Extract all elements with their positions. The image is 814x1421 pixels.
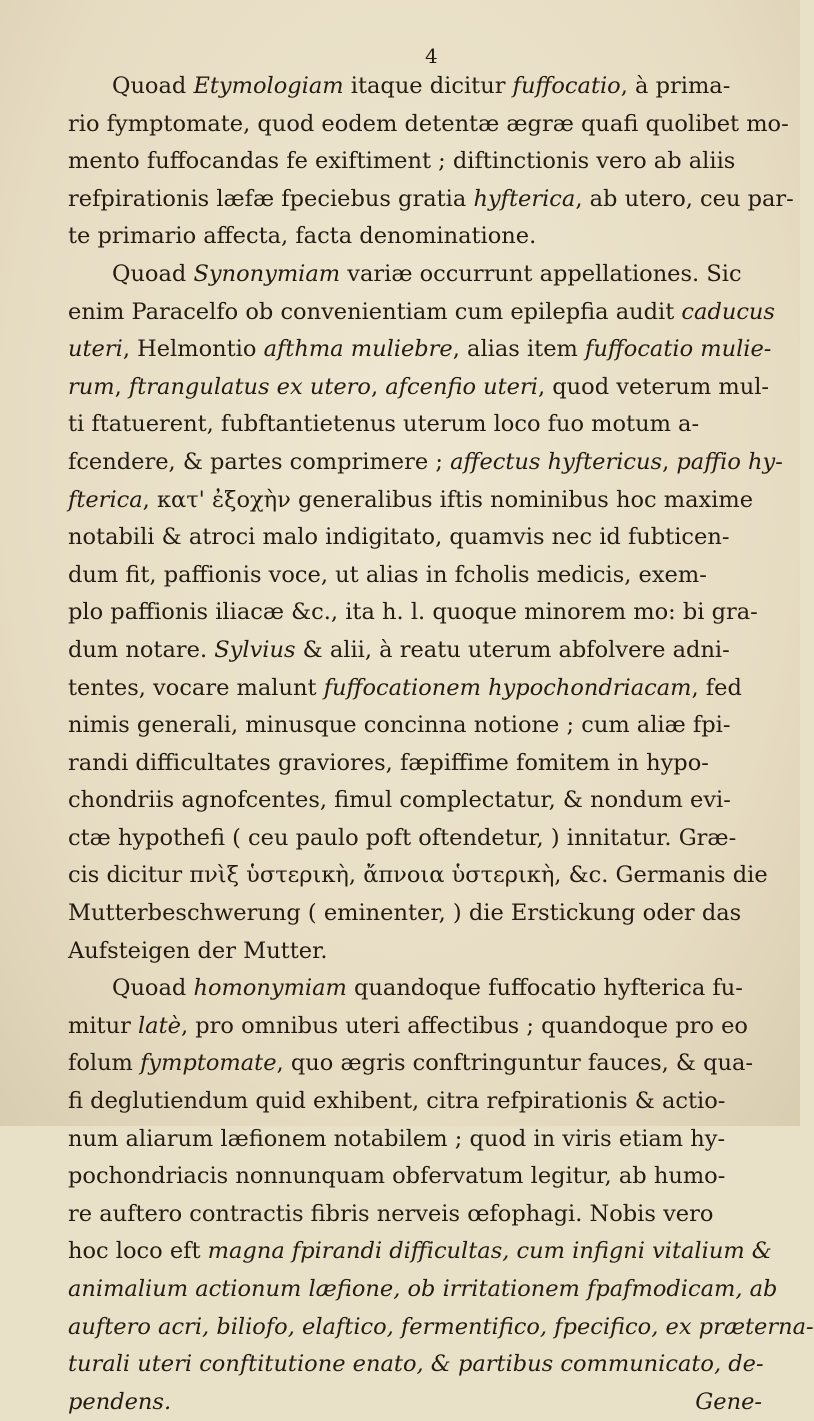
text: Quoad	[112, 260, 194, 287]
text-line	[68, 1384, 762, 1421]
text-line	[68, 444, 783, 482]
italic-text: hyfterica	[473, 185, 576, 212]
text: pochondriacis nonnunquam obfervatum legitur, ab humo-	[68, 1163, 726, 1190]
text-line	[68, 68, 762, 106]
italic-text: rum	[68, 373, 115, 400]
text-line	[68, 406, 762, 444]
italic-text: pendens.	[68, 1388, 172, 1415]
text: hoc loco eft	[68, 1238, 208, 1265]
text-line	[68, 1309, 814, 1347]
text: fcendere, & partes comprimere ;	[68, 448, 451, 475]
text-line	[68, 1233, 772, 1271]
italic-text: Synonymiam	[193, 260, 341, 287]
text: itaque dicitur	[343, 73, 513, 99]
text-body	[68, 68, 814, 1421]
text: rio fymptomate, quod eodem detentæ ægræ quafi quolibet mo-	[68, 110, 789, 137]
text-line	[68, 181, 794, 219]
text: mento fuffocandas fe exiftiment ; diftinctionis vero ab aliis	[68, 148, 736, 175]
italic-text: paffio hy-	[676, 448, 783, 475]
text-line	[68, 594, 762, 632]
italic-text: magna fpirandi difficultas, cum infigni vitalium &	[207, 1238, 772, 1265]
italic-text: homonymiam	[193, 975, 347, 1002]
italic-text: caducus	[681, 298, 775, 325]
text: Mutterbeschwerung ( eminenter, ) die Erstickung oder das	[68, 900, 742, 927]
text: , ab utero, ceu par-	[575, 185, 794, 212]
text: , κατ' ἐξοχὴν generalibus iftis nominibus hoc maxime	[142, 486, 754, 513]
text: , à prima-	[620, 73, 731, 99]
text-line	[68, 632, 762, 670]
text: num aliarum læfionem notabilem ; quod in viris etiam hy-	[68, 1125, 726, 1152]
text-line	[68, 670, 762, 708]
text: , fed	[691, 674, 742, 701]
text: , quod veterum mul-	[537, 373, 769, 400]
italic-text: turali uteri conftitutione enato, & partibus communicato, de-	[68, 1351, 764, 1378]
text-line	[68, 256, 762, 294]
text: plo paffionis iliacæ &c., ita h. l. quoque minorem mo: bi gra-	[68, 599, 758, 626]
text: cis dicitur πνὶξ ὑστερικὴ, ἄπνοια ὑστερικὴ, &c. Germanis die	[68, 862, 768, 889]
italic-text: affectus hyftericus	[450, 448, 663, 475]
text: dum notare.	[68, 636, 215, 663]
text-line	[68, 970, 762, 1008]
text-line	[68, 933, 762, 971]
text-line	[68, 782, 762, 820]
text: , quo ægris conftringuntur fauces, & qua-	[276, 1050, 754, 1077]
italic-text: fymptomate	[140, 1050, 277, 1077]
text-line	[68, 857, 768, 895]
italic-text: animalium actionum læfione, ob irritationem fpafmodicam, ab	[68, 1276, 778, 1302]
text-line	[68, 106, 789, 144]
text: Quoad	[112, 975, 194, 1002]
italic-text: latè	[137, 1012, 181, 1039]
text-line	[68, 895, 762, 933]
text: quandoque fuffocatio hyfterica fu-	[346, 975, 743, 1002]
text: enim Paracelfo ob convenientiam cum epilepfia audit	[68, 298, 682, 325]
text: ctæ hypothefi ( ceu paulo poft oftendetur, ) innitatur. Græ-	[68, 824, 737, 851]
page-number: 4	[425, 44, 438, 68]
text: fi deglutiendum quid exhibent, citra refpirationis & actio-	[68, 1088, 726, 1115]
text: folum	[68, 1050, 141, 1077]
text: mitur	[68, 1012, 138, 1039]
text-line	[68, 1196, 762, 1234]
text-line	[68, 1271, 778, 1309]
text: Aufsteigen der Mutter.	[68, 937, 328, 964]
text-line	[68, 294, 775, 332]
text-line	[68, 557, 762, 595]
text: , Helmontio	[122, 336, 264, 363]
text: re auftero contractis fibris nerveis œfophagi. Nobis vero	[68, 1200, 714, 1227]
text: , alias item	[452, 336, 586, 363]
text-line	[68, 1045, 762, 1083]
text-line	[68, 143, 762, 181]
italic-text: Etymologiam	[193, 73, 344, 99]
italic-text: ftrangulatus ex utero	[128, 373, 371, 400]
italic-text: fuffocatio	[512, 73, 621, 99]
text-line	[68, 1346, 762, 1384]
text-line	[68, 369, 769, 407]
text-line	[68, 820, 762, 858]
text: dum fit, paffionis voce, ut alias in fcholis medicis, exem-	[68, 561, 707, 588]
text-line	[68, 745, 762, 783]
text-line	[68, 482, 762, 520]
text: variæ occurrunt appellationes. Sic	[340, 260, 742, 287]
italic-text: fuffocatio mulie-	[585, 336, 772, 363]
italic-text: fterica	[68, 486, 143, 513]
text: chondriis agnofcentes, fimul complectatur, & nondum evi-	[68, 787, 731, 814]
text-line	[68, 1083, 762, 1121]
italic-text: uteri	[68, 336, 123, 363]
catchword: Gene-	[695, 1388, 762, 1415]
text: refpirationis læfæ fpeciebus gratia	[68, 185, 474, 212]
text-line	[68, 1121, 762, 1159]
text: ti ftatuerent, fubftantietenus uterum loco fuo motum a-	[68, 411, 700, 438]
text-line	[68, 1008, 762, 1046]
italic-text: Sylvius	[214, 636, 296, 663]
text-line	[68, 707, 762, 745]
text: randi difficultates graviores, fæpiffime fomitem in hypo-	[68, 749, 709, 776]
text: , pro omnibus uteri affectibus ; quandoque pro eo	[180, 1012, 748, 1039]
text-line	[68, 218, 762, 256]
text: ,	[370, 373, 386, 400]
text-line	[68, 331, 772, 369]
italic-text: afthma muliebre	[263, 336, 453, 363]
text: & alii, à reatu uterum abfolvere adni-	[295, 636, 730, 663]
text: Quoad	[112, 73, 194, 99]
text: ,	[662, 448, 677, 475]
italic-text: auftero acri, biliofo, elaftico, fermentifico, fpecifico, ex præterna-	[68, 1313, 814, 1340]
text: nimis generali, minusque concinna notione ; cum aliæ fpi-	[68, 712, 731, 739]
text: te primario affecta, facta denominatione.	[68, 223, 537, 250]
text: ,	[114, 373, 129, 400]
text: tentes, vocare malunt	[68, 674, 324, 701]
text-line	[68, 519, 762, 557]
italic-text: afcenfio uteri	[385, 373, 538, 400]
italic-text: fuffocationem hypochondriacam	[323, 674, 692, 701]
text: notabili & atroci malo indigitato, quamvis nec id fubticen-	[68, 524, 730, 551]
text-line	[68, 1158, 762, 1196]
